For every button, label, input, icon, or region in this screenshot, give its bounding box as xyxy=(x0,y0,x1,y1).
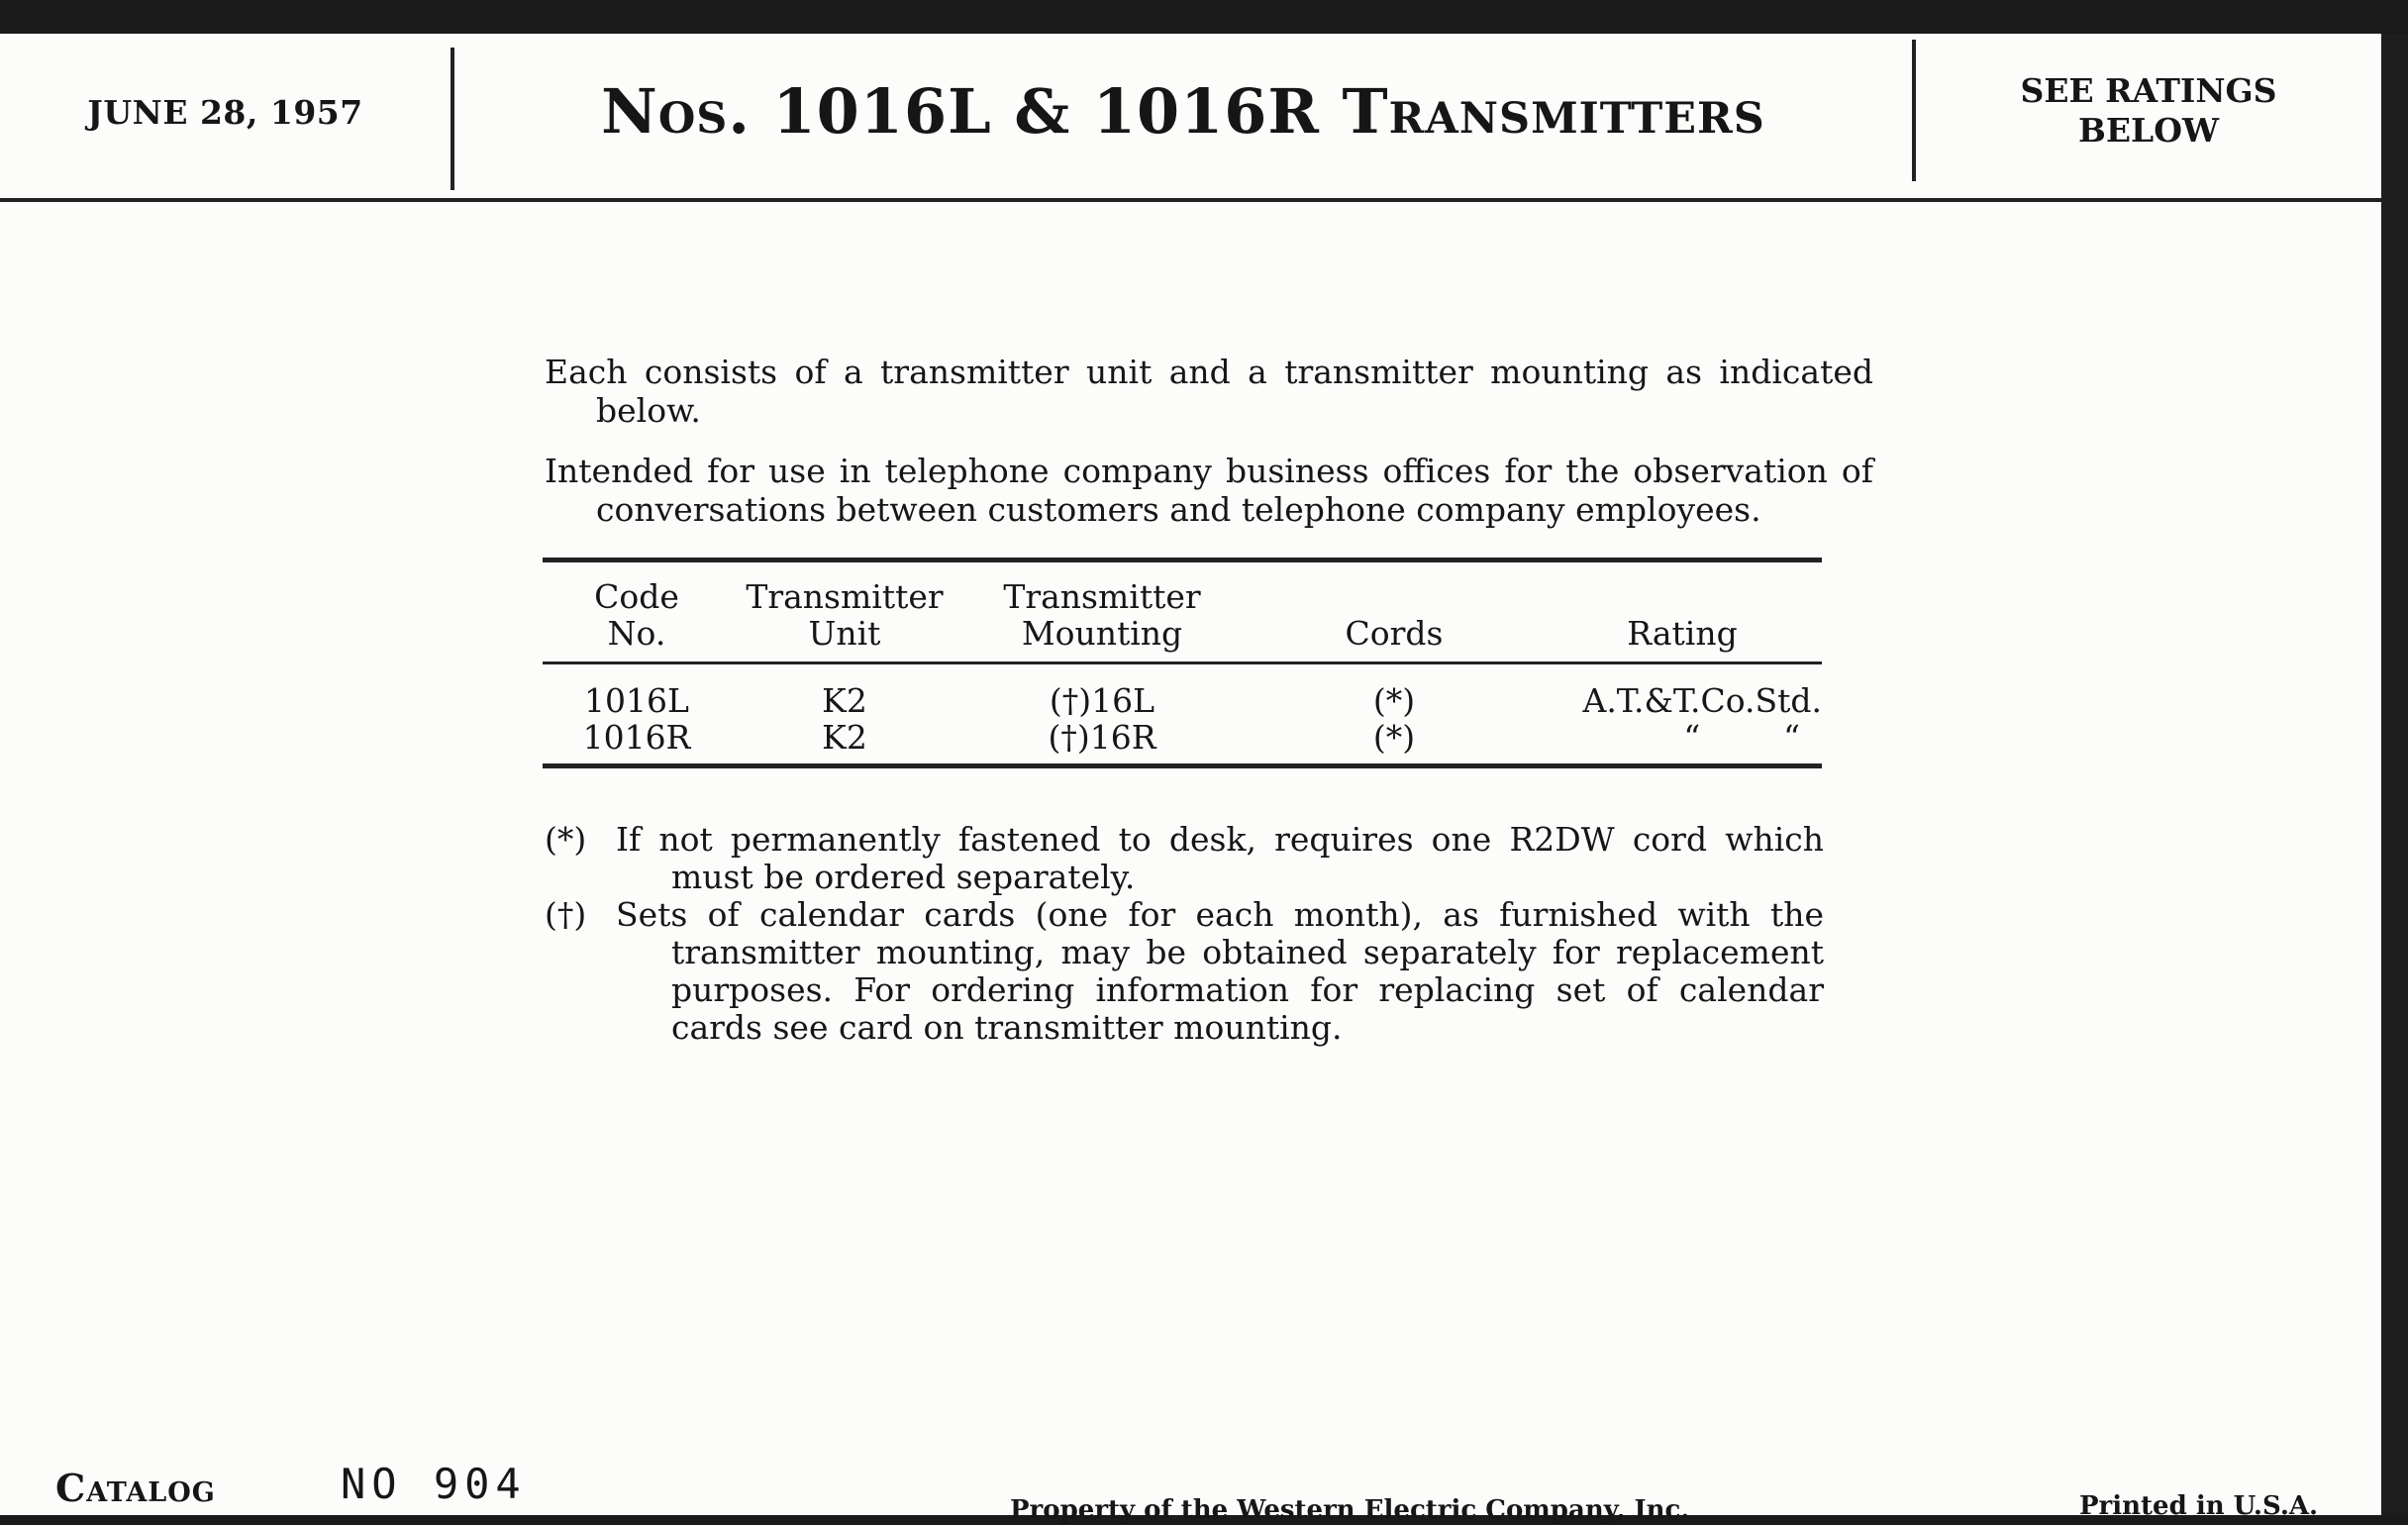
table-header-row xyxy=(543,560,1822,663)
cell-rating: A.T.&T.Co.Std. xyxy=(1582,681,1822,720)
cell-code: 1016L xyxy=(584,681,689,720)
col-header-unit: Transmitter Unit xyxy=(731,560,958,663)
rating-note: SEE RATINGS BELOW xyxy=(2020,71,2277,150)
cell-rating: “ “ xyxy=(1683,718,1800,757)
footnote-text: If not permanently fastened to desk, requires one R2DW cord which must be ordered separately. xyxy=(616,820,1824,896)
cell-code: 1016R xyxy=(582,718,691,757)
catalog-card xyxy=(0,34,2381,1525)
table-row xyxy=(543,719,1822,766)
intro-paragraph-1: Each consists of a transmitter unit and a transmitter mounting as indicated below. xyxy=(545,353,1873,430)
cell-unit: K2 xyxy=(822,718,867,757)
scan-edge xyxy=(2381,34,2408,1515)
footnote-cords xyxy=(545,821,1824,896)
footnote-mark: (*) xyxy=(545,820,587,859)
code-table xyxy=(543,558,1822,768)
catalog-number: NO 904 xyxy=(341,1460,527,1508)
cell-cords: (*) xyxy=(1372,681,1416,720)
col-header-mounting: Transmitter Mounting xyxy=(958,560,1246,663)
col-header-code: Code No. xyxy=(543,560,731,663)
cell-mounting: (†)16R xyxy=(1048,718,1156,757)
footnote-mounting xyxy=(545,896,1824,1047)
footnote-mark: (†) xyxy=(545,895,587,934)
page-title: Nos. 1016L & 1016R Transmitters xyxy=(601,75,1765,148)
cell-cords: (*) xyxy=(1372,718,1416,757)
footnote-text: Sets of calendar cards (one for each month), as furnished with the transmitter mounting, may be obtained separately for replacement purposes. For ordering information for replacing set of calendar cards see card on transmitter mounting. xyxy=(616,895,1824,1047)
intro-paragraph-2: Intended for use in telephone company business offices for the observation of conversations between customers and telephone company employees. xyxy=(545,452,1873,529)
col-header-rating: Rating xyxy=(1543,560,1822,663)
catalog-label: Catalog xyxy=(55,1466,216,1510)
cell-unit: K2 xyxy=(822,681,867,720)
printed-notice: Printed in U.S.A. xyxy=(2079,1491,2319,1521)
issue-date: JUNE 28, 1957 xyxy=(87,93,363,132)
card-header xyxy=(0,34,2381,202)
property-notice: Property of the Western Electric Company, Inc. xyxy=(1010,1495,1690,1525)
col-header-cords: Cords xyxy=(1246,560,1543,663)
table-row xyxy=(543,663,1822,720)
cell-mounting: (†)16L xyxy=(1049,681,1155,720)
footnotes xyxy=(545,821,1824,1047)
